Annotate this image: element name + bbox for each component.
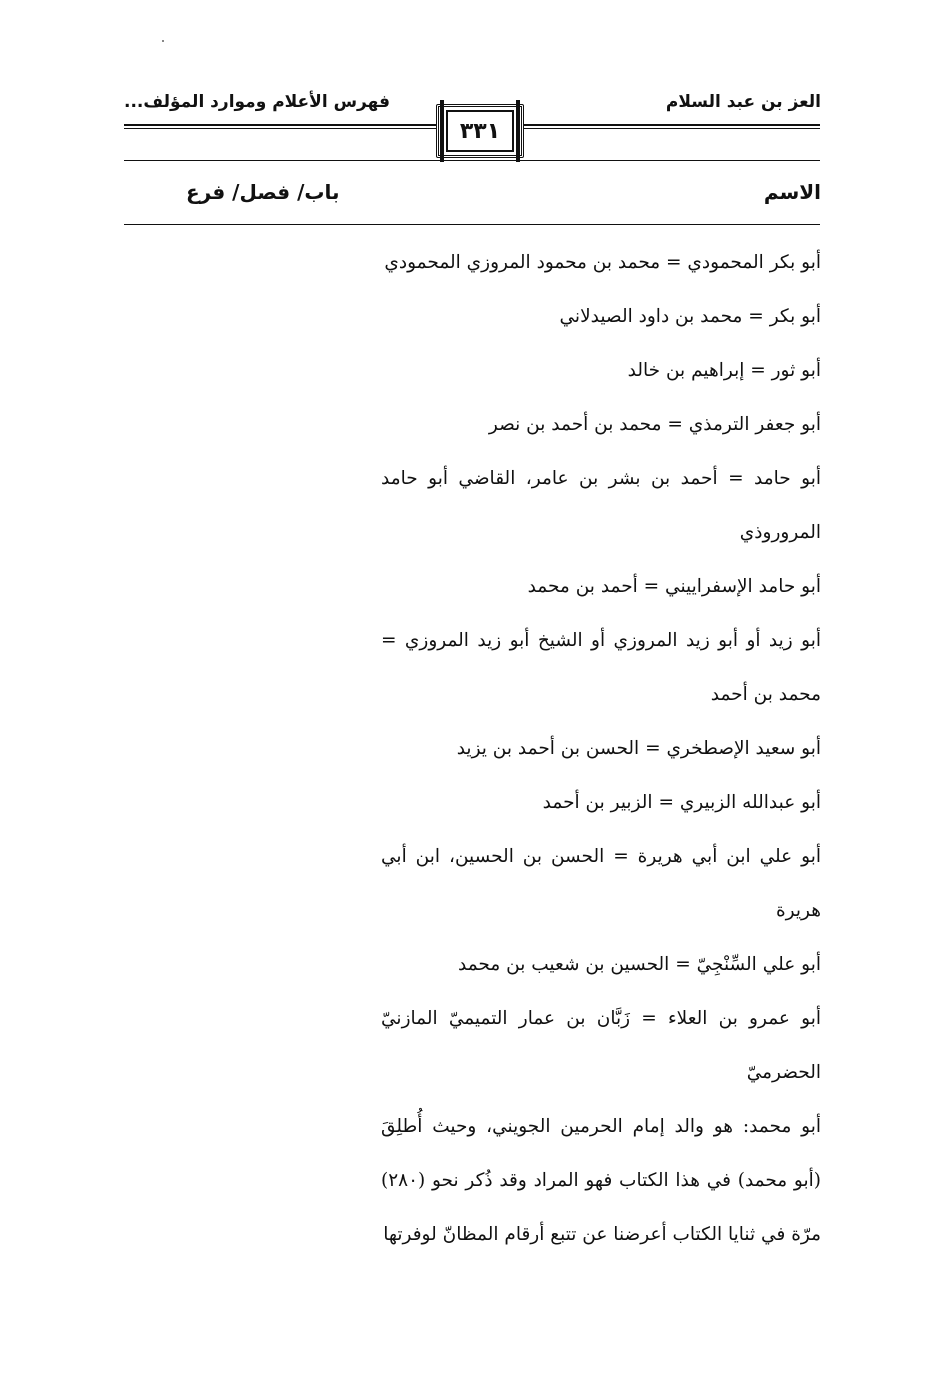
page-number: ٣٣١ — [459, 118, 501, 144]
index-entry: أبو زيد أو أبو زيد المروزي أو الشيخ أبو زيد المروزي = محمد بن أحمد — [381, 630, 821, 705]
index-entry: أبو محمد: هو والد إمام الحرمين الجويني، وحيث أُطلِقَ (أبو محمد) في هذا الكتاب فهو المراد وقد ذُكر نحو (٢٨٠) مرّة في ثنايا الكتاب أعرضنا عن تتبع أرقام المظانّ لوفرتها — [381, 1116, 821, 1245]
index-entry: أبو حامد = أحمد بن بشر بن عامر، القاضي أبو حامد المروروذي — [381, 468, 821, 543]
index-entry: أبو ثور = إبراهيم بن خالد — [627, 360, 821, 381]
index-entry: أبو حامد الإسفراييني = أحمد بن محمد — [527, 576, 821, 597]
column-header-name: الاسم — [763, 180, 821, 204]
column-header-rule — [124, 224, 820, 225]
index-entry: أبو عمرو بن العلاء = زَبَّان بن عمار التميميّ المازنيّ الحضرميّ — [381, 1008, 821, 1083]
index-entry: أبو علي السِّنْجِيّ = الحسين بن شعيب بن محمد — [458, 954, 821, 975]
header-rule-bottom — [124, 160, 820, 161]
index-entry: أبو بكر المحمودي = محمد بن محمود المروزي المحمودي — [384, 252, 821, 273]
index-entry-list — [381, 236, 821, 1262]
index-entry: أبو جعفر الترمذي = محمد بن أحمد بن نصر — [488, 414, 821, 435]
index-entry: أبو عبدالله الزبيري = الزبير بن أحمد — [542, 792, 821, 813]
book-title: العز بن عبد السلام — [665, 92, 821, 112]
index-entry: أبو سعيد الإصطخري = الحسن بن أحمد بن يزيد — [456, 738, 821, 759]
index-entry: أبو بكر = محمد بن داود الصيدلاني — [559, 306, 821, 327]
page-number-frame — [436, 104, 524, 158]
scan-speck — [162, 40, 164, 42]
section-title: فهرس الأعلام وموارد المؤلف... — [124, 92, 390, 112]
index-entry: أبو علي ابن أبي هريرة = الحسن بن الحسين، ابن أبي هريرة — [381, 846, 821, 921]
column-header-location: باب/ فصل/ فرع — [186, 180, 340, 204]
